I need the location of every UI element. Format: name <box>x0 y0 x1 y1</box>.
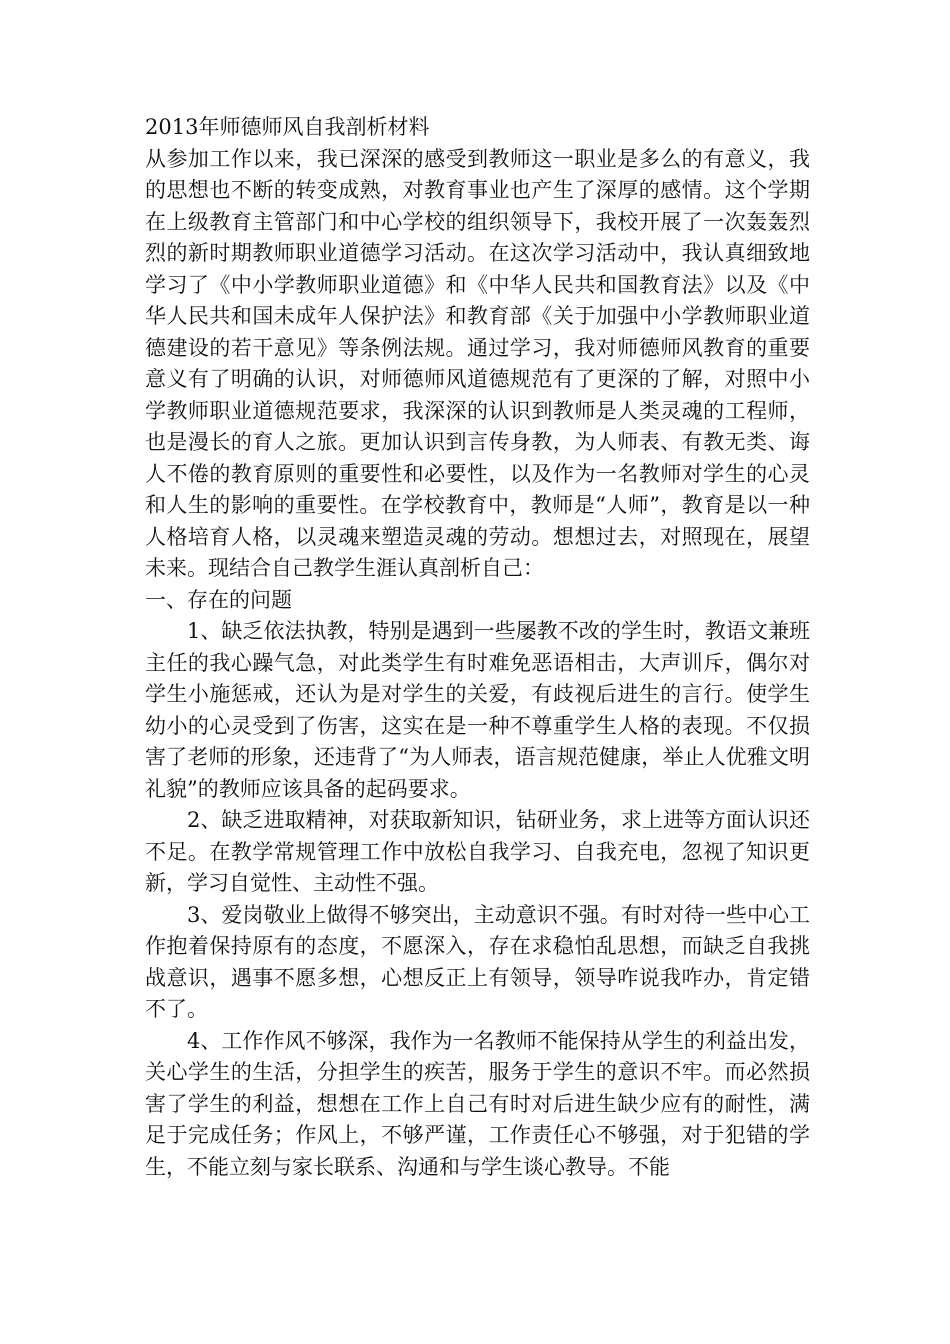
problem-item-3: 3、爱岗敬业上做得不够突出，主动意识不强。有时对待一些中心工作抱着保持原有的态度，不愿深入，存在求稳怕乱思想，而缺乏自我挑战意识，遇事不愿多想，心想反正上有领导，领导咋说我咋办，肯定错不了。 <box>145 902 810 1021</box>
problem-item-1: 1、缺乏依法执教，特别是遇到一些屡教不改的学生时，教语文兼班主任的我心躁气急，对此类学生有时难免恶语相击，大声训斥，偶尔对学生小施惩戒，还认为是对学生的关爱，有歧视后进生的言行。使学生幼小的心灵受到了伤害，这实在是一种不尊重学生人格的表现。不仅损害了老师的形象，还违背了“为人师表，语言规范健康，举止人优雅文明礼貌”的教师应该具备的起码要求。 <box>145 619 810 801</box>
problem-item-4: 4、工作作风不够深，我作为一名教师不能保持从学生的利益出发，关心学生的生活，分担学生的疾苦，服务于学生的意识不牢。而必然损害了学生的利益，想想在工作上自己有时对后进生缺少应有的耐性，满足于完成任务；作风上，不够严谨，工作责任心不够强，对于犯错的学生，不能立刻与家长联系、沟通和与学生谈心教导。不能 <box>145 1028 810 1179</box>
problem-item-2: 2、缺乏进取精神，对获取新知识，钻研业务，求上进等方面认识还不足。在教学常规管理工作中放松自我学习、自我充电，忽视了知识更新，学习自觉性、主动性不强。 <box>145 808 810 895</box>
intro-paragraph: 从参加工作以来，我已深深的感受到教师这一职业是多么的有意义，我的思想也不断的转变成熟，对教育事业也产生了深厚的感情。这个学期在上级教育主管部门和中心学校的组织领导下，我校开展了一次轰轰烈烈的新时期教师职业道德学习活动。在这次学习活动中，我认真细致地学习了《中小学教师职业道德》和《中华人民共和国教育法》以及《中华人民共和国未成年人保护法》和教育部《关于加强中小学教师职业道德建设的若干意见》等条例法规。通过学习，我对师德师风教育的重要意义有了明确的认识，对师德师风道德规范有了更深的了解，对照中小学教师职业道德规范要求，我深深的认识到教师是人类灵魂的工程师，也是漫长的育人之旅。更加认识到言传身教，为人师表、有教无类、诲人不倦的教育原则的重要性和必要性，以及作为一名教师对学生的心灵和人生的影响的重要性。在学校教育中，教师是“人师”，教育是以一种人格培育人格，以灵魂来塑造灵魂的劳动。想想过去，对照现在，展望未来。现结合自己教学生涯认真剖析自己： <box>145 146 810 580</box>
document-body <box>145 112 810 1183</box>
section-heading: 一、存在的问题 <box>145 587 292 612</box>
document-title: 2013年师德师风自我剖析材料 <box>145 115 430 139</box>
